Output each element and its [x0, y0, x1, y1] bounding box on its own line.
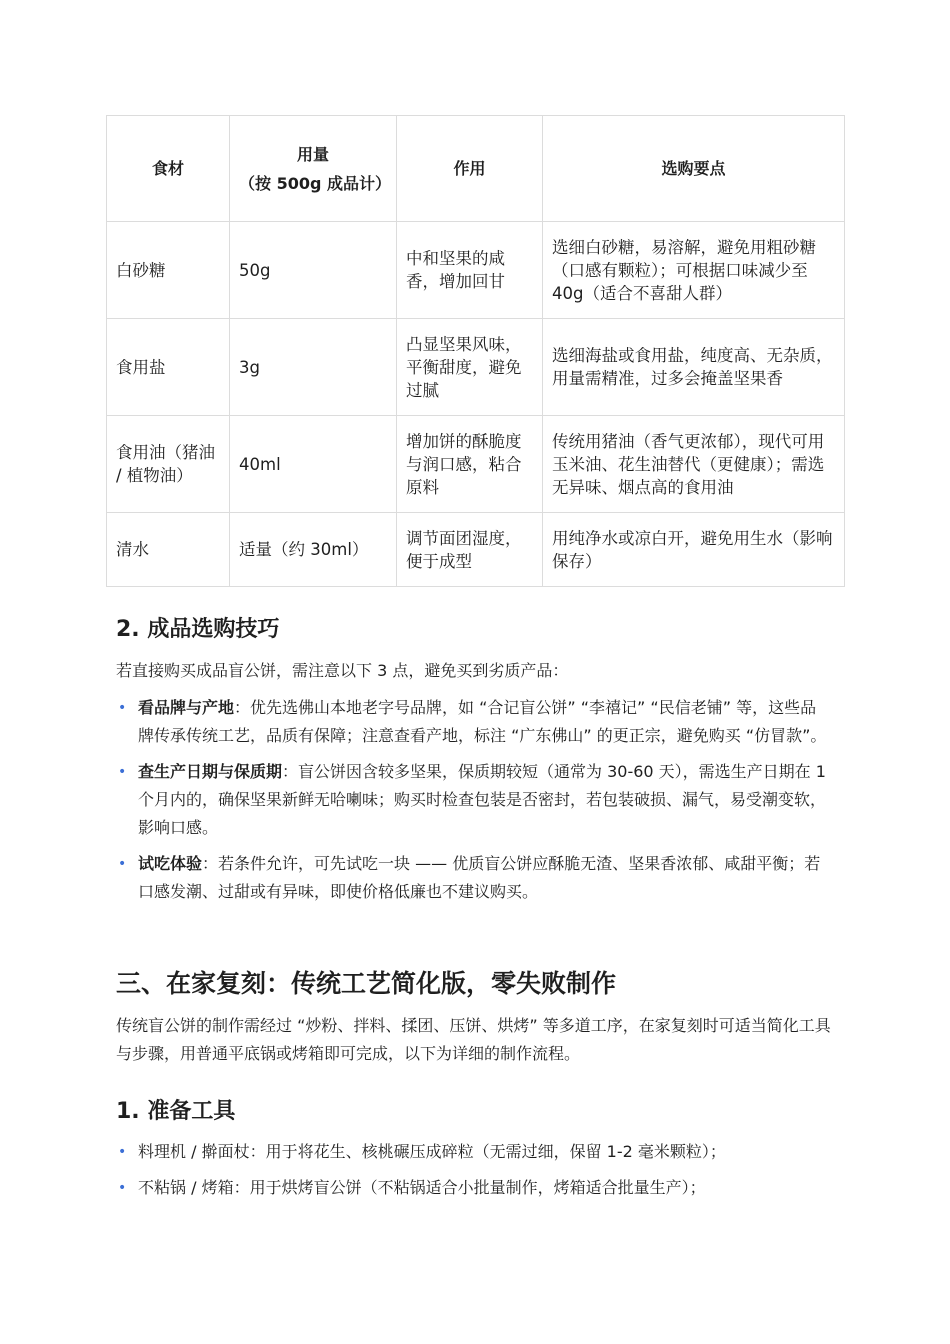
cell-amount: 适量（约 30ml）	[230, 513, 397, 587]
cell-tips: 用纯净水或凉白开，避免用生水（影响保存）	[543, 513, 845, 587]
header-amount-line2: （按 500g 成品计）	[239, 173, 391, 193]
cell-tips: 传统用猪油（香气更浓郁），现代可用玉米油、花生油替代（更健康）；需选无异味、烟点高的食用油	[543, 416, 845, 513]
cell-role: 调节面团湿度，便于成型	[397, 513, 543, 587]
buy-tips-list	[116, 694, 832, 914]
header-amount	[230, 116, 397, 222]
tip-label: 试吃体验	[138, 854, 203, 873]
cell-tips: 选细白砂糖，易溶解，避免用粗砂糖（口感有颗粒）；可根据口味减少至 40g（适合不喜甜人群）	[543, 222, 845, 319]
cell-tips: 选细海盐或食用盐，纯度高、无杂质，用量需精准，过多会掩盖坚果香	[543, 319, 845, 416]
cell-role: 增加饼的酥脆度与润口感，粘合原料	[397, 416, 543, 513]
bullet-icon: •	[118, 856, 127, 872]
table-row	[107, 513, 845, 587]
tip-text: ：盲公饼因含较多坚果，保质期较短（通常为 30-60 天），需选生产日期在 1 个月内的，确保坚果新鲜无哈喇味；购买时检查包装是否密封，若包装破损、漏气，易受潮变软，影响口感。	[138, 762, 827, 837]
cell-amount: 3g	[230, 319, 397, 416]
table-row	[107, 222, 845, 319]
section-home-title: 三、在家复刻：传统工艺简化版，零失败制作	[116, 969, 617, 998]
bullet-icon: •	[118, 1144, 127, 1160]
header-role: 作用	[397, 116, 543, 222]
list-item	[116, 694, 832, 750]
cell-ingredient: 食用油（猪油 / 植物油）	[107, 416, 230, 513]
cell-ingredient: 清水	[107, 513, 230, 587]
tip-text: ：优先选佛山本地老字号品牌，如 “合记盲公饼” “李禧记” “民信老铺” 等，这些品牌传承传统工艺，品质有保障；注意查看产地，标注 “广东佛山” 的更正宗，避免购买 “仿冒款”。	[138, 698, 827, 745]
section-buy-intro: 若直接购买成品盲公饼，需注意以下 3 点，避免买到劣质产品：	[116, 661, 569, 680]
cell-role: 凸显坚果风味，平衡甜度，避免过腻	[397, 319, 543, 416]
cell-ingredient: 白砂糖	[107, 222, 230, 319]
bullet-icon: •	[118, 700, 127, 716]
tip-text: ：若条件允许，可先试吃一块 —— 优质盲公饼应酥脆无渣、坚果香浓郁、咸甜平衡；若口感发潮、过甜或有异味，即使价格低廉也不建议购买。	[138, 854, 821, 901]
header-tips: 选购要点	[543, 116, 845, 222]
tip-label: 看品牌与产地	[138, 698, 235, 717]
cell-role: 中和坚果的咸香，增加回甘	[397, 222, 543, 319]
table-row	[107, 319, 845, 416]
table-header-row	[107, 116, 845, 222]
tool-text: 不粘锅 / 烤箱：用于烘烤盲公饼（不粘锅适合小批量制作，烤箱适合批量生产）；	[138, 1178, 706, 1197]
ingredients-table	[106, 115, 845, 587]
list-item	[116, 850, 832, 906]
tool-text: 料理机 / 擀面杖：用于将花生、核桃碾压成碎粒（无需过细，保留 1-2 毫米颗粒）；	[138, 1142, 726, 1161]
tools-list	[116, 1138, 832, 1210]
section-tools-title: 1. 准备工具	[116, 1099, 236, 1124]
list-item	[116, 1138, 832, 1166]
cell-ingredient: 食用盐	[107, 319, 230, 416]
cell-amount: 40ml	[230, 416, 397, 513]
cell-amount: 50g	[230, 222, 397, 319]
header-ingredient: 食材	[107, 116, 230, 222]
list-item	[116, 758, 832, 842]
bullet-icon: •	[118, 764, 127, 780]
tip-label: 查生产日期与保质期	[138, 762, 283, 781]
list-item	[116, 1174, 832, 1202]
header-amount-line1: 用量	[296, 144, 329, 164]
section-buy-title: 2. 成品选购技巧	[116, 617, 280, 642]
table-row	[107, 416, 845, 513]
bullet-icon: •	[118, 1180, 127, 1196]
section-home-intro: 传统盲公饼的制作需经过 “炒粉、拌料、揉团、压饼、烘烤” 等多道工序，在家复刻时可适当简化工具与步骤，用普通平底锅或烤箱即可完成，以下为详细的制作流程。	[116, 1016, 831, 1063]
